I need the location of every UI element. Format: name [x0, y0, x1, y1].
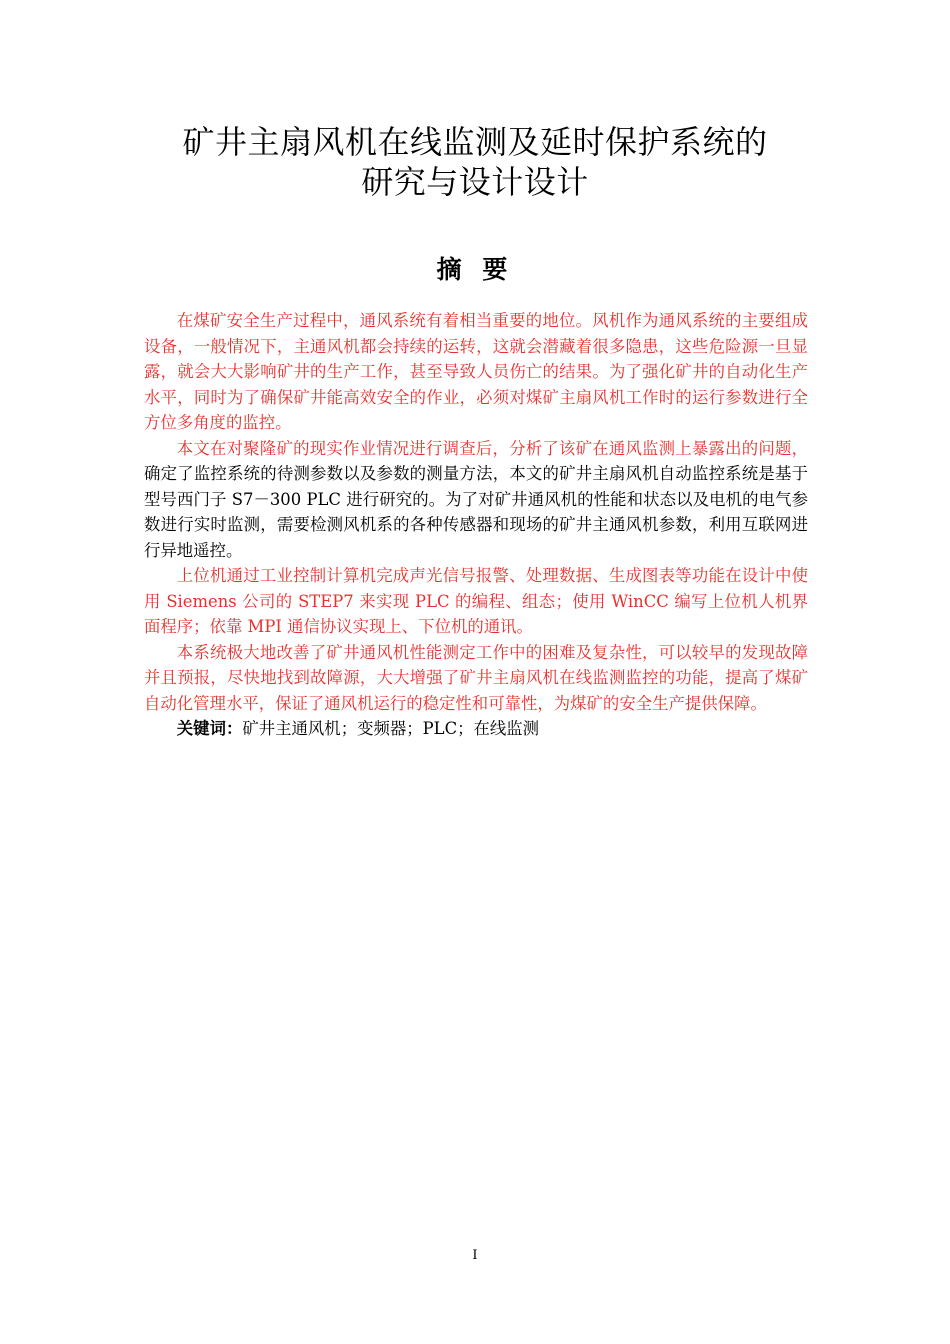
abstract-paragraph-2 [144, 436, 808, 564]
title-line-1: 矿井主扇风机在线监测及延时保护系统的 [182, 123, 768, 161]
paragraph-2-text: 确定了监控系统的待测参数以及参数的测量方法，本文的矿井主扇风机自动监控系统是基于型号西门子 S7－300 PLC 进行研究的。为了对矿井通风机的性能和状态以及电机的电气参数进行实时监测，需要检测风机系的各种传感器和现场的矿井主通风机参数，利用互联网进行异地遥控。 [144, 464, 808, 560]
abstract-paragraph-3 [144, 563, 808, 640]
page-number: I [472, 1248, 478, 1263]
keywords-label: 关键词： [176, 719, 243, 738]
paragraph-3-text: 上位机通过工业控制计算机完成声光信号报警、处理数据、生成图表等功能在设计中使用 Siemens 公司的 STEP7 来实现 PLC 的编程、组态；使用 WinCC 编写上位机人机界面程序；依靠 MPI 通信协议实现上、下位机的通讯。 [144, 566, 808, 636]
paragraph-2-text-highlighted: 本文在对聚隆矿的现实作业情况进行调查后，分析了该矿在通风监测上暴露出的问题， [176, 438, 808, 458]
abstract-paragraph-4 [144, 640, 808, 717]
paragraph-1-text: 在煤矿安全生产过程中，通风系统有着相当重要的地位。风机作为通风系统的主要组成设备，一般情况下，主通风机都会持续的运转，这就会潜藏着很多隐患，这些危险源一旦显露，就会大大影响矿井的生产工作，甚至导致人员伤亡的结果。为了强化矿井的自动化生产水平，同时为了确保矿井能高效安全的作业，必须对煤矿主扇风机工作时的运行参数进行全方位多角度的监控。 [144, 311, 808, 432]
keywords-line [144, 716, 808, 742]
title-line-2: 研究与设计设计 [361, 163, 589, 201]
keywords-value: 矿井主通风机；变频器；PLC；在线监测 [242, 719, 540, 738]
abstract-heading: 摘 要 [436, 255, 514, 284]
abstract-body [144, 308, 808, 742]
abstract-paragraph-1 [144, 308, 808, 436]
paragraph-4-text: 本系统极大地改善了矿井通风机性能测定工作中的困难及复杂性，可以较早的发现故障并且预报，尽快地找到故障源，大大增强了矿井主扇风机在线监测监控的功能，提高了煤矿自动化管理水平，保证了通风机运行的稳定性和可靠性，为煤矿的安全生产提供保障。 [144, 642, 808, 713]
